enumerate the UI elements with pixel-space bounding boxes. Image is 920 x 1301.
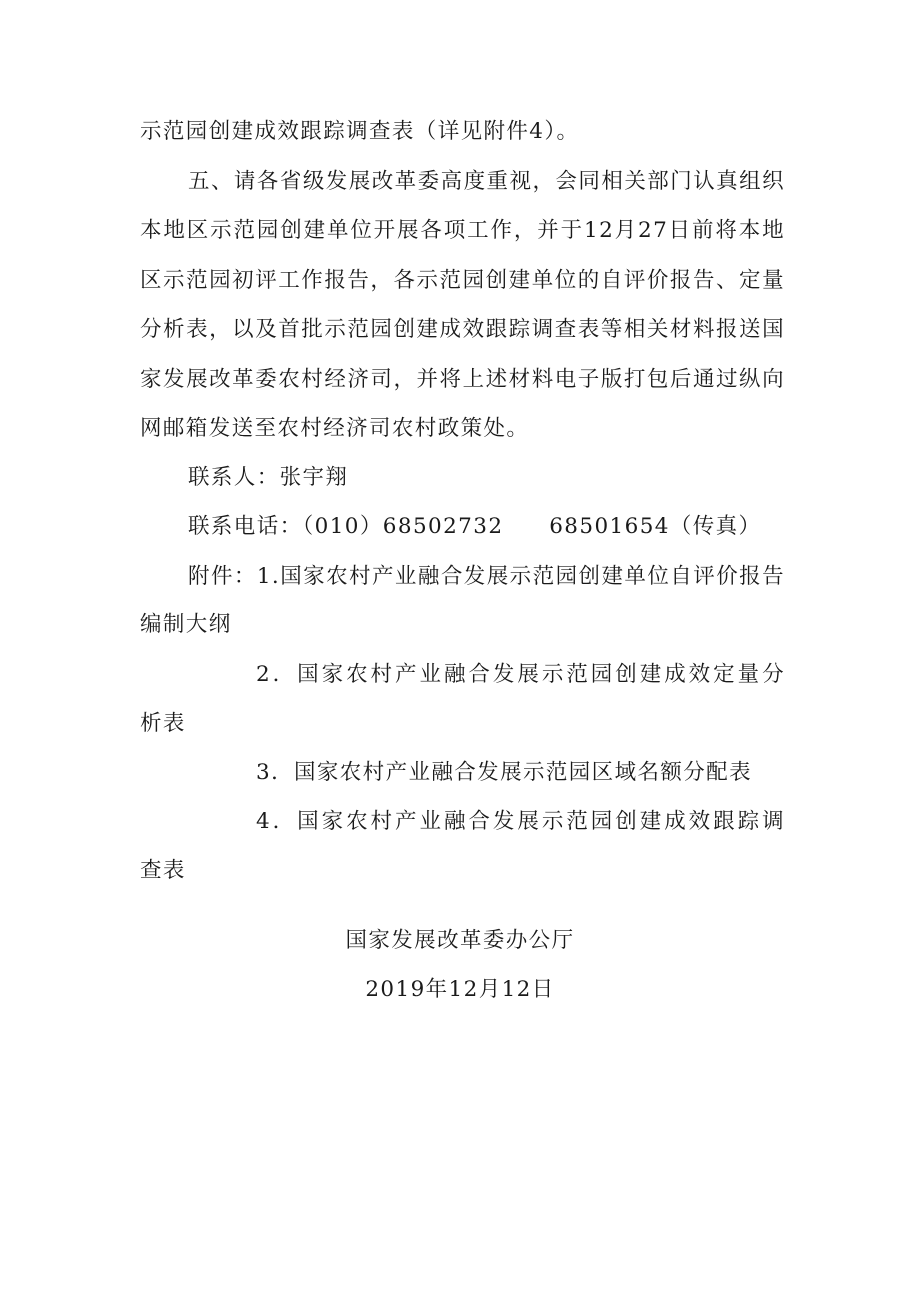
body-text-line-2: 五、请各省级发展改革委高度重视，会同相关部门认真组织	[188, 169, 785, 194]
issuer-name: 国家发展改革委办公厅	[345, 928, 575, 953]
body-text-line-3: 本地区示范园创建单位开展各项工作，并于12月27日前将本地	[140, 218, 785, 243]
attachment-item-3: 3．国家农村产业融合发展示范园区域名额分配表	[256, 760, 752, 785]
body-text-line-5: 分析表，以及首批示范园创建成效跟踪调查表等相关材料报送国	[140, 317, 785, 342]
body-text-line-1: 示范园创建成效跟踪调查表（详见附件4）。	[140, 119, 580, 144]
contact-person: 联系人：张宇翔	[188, 465, 349, 490]
contact-phone: 联系电话：（010）68502732 68501654（传真）	[188, 514, 762, 539]
attachment-item-1-cont: 编制大纲	[140, 612, 232, 637]
body-text-line-4: 区示范园初评工作报告，各示范园创建单位的自评价报告、定量	[140, 268, 785, 293]
attachment-item-4: 4．国家农村产业融合发展示范园创建成效跟踪调	[256, 809, 785, 834]
issue-date: 2019年12月12日	[365, 977, 555, 1002]
body-text-line-6: 家发展改革委农村经济司，并将上述材料电子版打包后通过纵向	[140, 367, 785, 392]
attachment-item-2: 2．国家农村产业融合发展示范园创建成效定量分	[256, 662, 785, 687]
attachment-item-1: 附件：1.国家农村产业融合发展示范园创建单位自评价报告	[188, 564, 785, 589]
body-text-line-7: 网邮箱发送至农村经济司农村政策处。	[140, 416, 530, 441]
attachment-item-2-cont: 析表	[140, 711, 186, 736]
attachment-item-4-cont: 查表	[140, 858, 186, 883]
